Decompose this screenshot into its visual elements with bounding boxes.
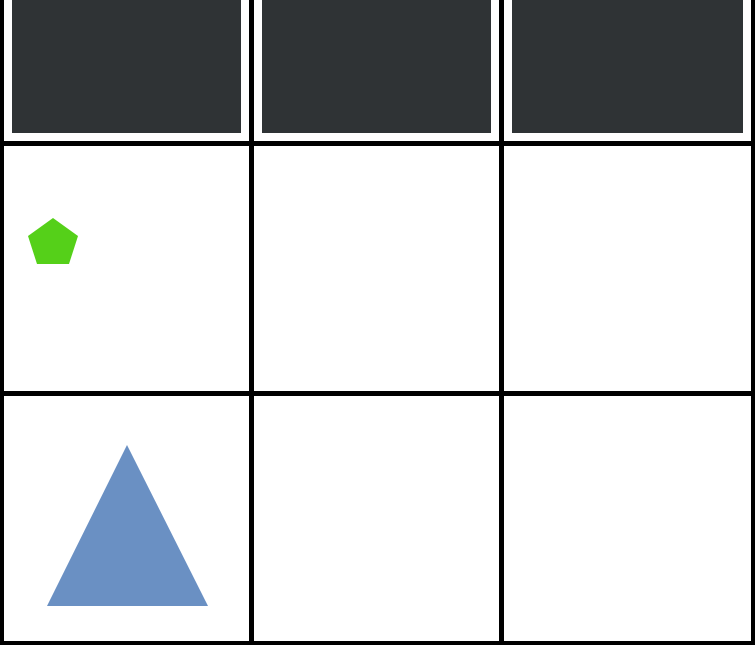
green-pentagon-piece[interactable]: [26, 214, 86, 274]
header-slot-fill: [512, 0, 743, 133]
header-slot-fill: [262, 0, 491, 133]
grid-cell-r3c1[interactable]: [4, 396, 249, 641]
grid-cell-r2c1[interactable]: [4, 146, 249, 391]
triangle-shape: [47, 445, 208, 606]
grid-cell-r2c3[interactable]: [504, 146, 751, 391]
grid-cell-r3c2[interactable]: [254, 396, 499, 641]
header-cell-3[interactable]: [504, 0, 751, 141]
grid-cell-r2c2[interactable]: [254, 146, 499, 391]
blue-triangle-piece[interactable]: [44, 441, 214, 611]
header-cell-2[interactable]: [254, 0, 499, 141]
grid-cell-r3c3[interactable]: [504, 396, 751, 641]
header-slot-fill: [12, 0, 241, 133]
header-cell-1[interactable]: [4, 0, 249, 141]
pentagon-shape: [28, 218, 78, 264]
